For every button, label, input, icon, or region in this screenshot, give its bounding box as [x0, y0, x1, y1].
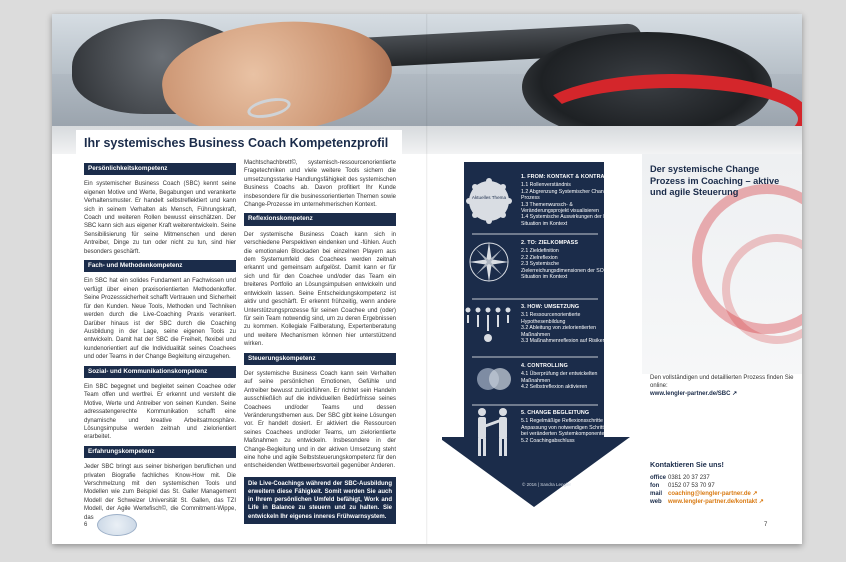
brochure-spread	[52, 14, 802, 544]
overlap-circles-icon	[475, 365, 515, 393]
page-fold	[426, 14, 428, 544]
contact-web-link[interactable]: www.lengler-partner.de/kontakt ↗	[668, 499, 764, 505]
contact-row-web	[650, 498, 800, 506]
section-heading: Fach- und Methodenkompetenz	[84, 260, 236, 272]
section-text: Jeder SBC bringt aus seiner bisherigen beruflichen und privaten Biografie fachliches Know-How mit. Die Verschmelzung mit den systemischen Tools und Modellen wie zum Beispiel das St. Galler Management Modell der Schweizer Universität St. Gallen, das TZI Modell, der Agile Wertefisch©, die Commitment-Wippe, das	[84, 464, 236, 521]
section-heading: Erfahrungskompetenz	[84, 446, 236, 458]
column-left-a	[84, 159, 236, 526]
topic-circle-label: Aktuelles Thema	[471, 195, 507, 200]
highlight-note: Die Live-Coachings während der SBC-Ausbildung erweitern diese Fähigkeit. Somit werden Sie auch in Ihrem persönlichen Umfeld befähigt, Work and Life in Balance zu steuern und zu halten. Sie entwickeln Ihr eigenes inneres Frühwarnsystem.	[244, 477, 396, 524]
process-step-title: 4. CONTROLLING	[521, 363, 568, 369]
process-step-1	[521, 174, 616, 227]
contact-label: mail	[650, 491, 663, 497]
hierarchy-dots-icon	[462, 306, 517, 346]
process-step-title: 1. FROM: KONTAKT & KONTRAKT	[521, 174, 612, 180]
contact-row-office	[650, 474, 800, 482]
compass-icon	[467, 240, 511, 284]
process-step-5	[521, 410, 616, 444]
section-text: Ein SBC hat ein solides Fundament an Fachwissen und verfügt über einen praxisorientierten Methodenkoffer. Seine Prozesssicherheit schafft Vertrauen und Sicherheit für den Kunden. Neue Tools, Methoden und Techniken werden durch die Live-Coaching Praxis verankert. Darüber hinaus ist der SBC durch die Coaching Ausbildung in der Lage, seine eigenen Tools zu entwickeln. Damit hat der SBC die Freiheit, flexibel und kundenorientiert auf die Individualität seines Coachees und oder Teams in der Change Begleitung einzugehen.	[84, 278, 236, 361]
process-step-title: 5. CHANGE BEGLEITUNG	[521, 410, 590, 416]
process-step-items: 2.1 Zieldefinition 2.2 Zielreflexion 2.3 Systemische Zielerreichungsdimensionen der SOLL Situation im Kontext	[521, 248, 610, 281]
page-number-left: 6	[84, 522, 88, 528]
process-step-title: 2. TO: ZIELKOMPASS	[521, 240, 579, 246]
section-heading: Steuerungskompetenz	[244, 353, 396, 365]
process-step-3	[521, 304, 616, 344]
contact-list	[650, 474, 800, 506]
process-step-2	[521, 240, 616, 280]
section-heading: Reflexionskompetenz	[244, 213, 396, 225]
contact-mail-link[interactable]: coaching@lengler-partner.de ↗	[668, 491, 758, 497]
process-step-4	[521, 363, 616, 391]
page-title: Ihr systemisches Business Coach Kompetenzprofil	[84, 136, 389, 150]
contact-label: office	[650, 475, 667, 481]
online-info-link[interactable]: www.lengler-partner.de/SBC ↗	[650, 391, 738, 397]
process-step-items: 4.1 Überprüfung der entwickelten Maßnahmen 4.2 Selbstreflexion aktivieren	[521, 371, 598, 391]
contact-row-mail	[650, 490, 800, 498]
diagram-copyright: © 2016 | Sandra Lengler	[522, 482, 572, 487]
section-text: Der systemische Business Coach kann sein Verhalten auf seine persönlichen Emotionen, Gefühle und Antreiber bewusst zurückführen. Er richtet sein Handeln ausschließlich auf die individuellen Bedürfnisse seines Coachees und/oder Teams und dessen Veränderungsthemen aus. Der SBC gibt keine Lösungen vor. Er handelt dosiert. Er aktiviert die Ressourcen seines Coachees und/oder Teams, um zielorientierte Maßnahmen zu entwickeln. Insbesondere in der Change-Begleitung und in der aktiven Umsetzung steht eine hohe und agile Selbststeuerungskompetenz für den entscheidenden Wettbewerbsvorteil gegenüber Anderen.	[244, 370, 396, 470]
online-info-text: Den vollständigen und detaillierten Prozess finden Sie online:	[650, 375, 794, 389]
section-text: Machtschachbrett©, systemisch-ressourcenorientierte Fragetechniken und viele weitere Tools sichern die umsetzungsstarke Handlungsfähigkeit des systemischen Business Coachs ab. Davon profitiert Ihr Kunde insbesondere für die businessorientierten Themen sowie Change-Prozesse im unternehmerischen Kontext.	[244, 160, 396, 209]
contact-label: fon	[650, 483, 660, 489]
process-step-title: 3. HOW: UMSETZUNG	[521, 304, 580, 310]
process-step-items: 5.1 Regelmäßige Reflexionsschritte zur Anpassung von notwendigen Schritten bei veränderten Systemkomponenten 5.2 Coachingabschluss	[521, 418, 612, 444]
online-info	[650, 374, 795, 398]
contact-row-fon	[650, 482, 800, 490]
handshake-people-icon	[470, 406, 516, 458]
section-heading: Sozial- und Kommunikationskompetenz	[84, 366, 236, 378]
contact-value: 0381 20 37 237	[668, 475, 710, 481]
right-page-title: Der systemische Change Prozess im Coaching – aktive und agile Steuerung	[650, 164, 780, 197]
process-step-items: 3.1 Ressourcenorientierte Hypothesenbildung 3.2 Ableitung von zielorientierten Maßnahmen 3.3 Maßnahmenreflexion auf Risiken	[521, 312, 606, 345]
process-step-items: 1.1 Rollenverständnis 1.2 Abgrenzung Systemischer Change Prozess 1.3 Themenwunsch- & Veränderungsprojekt visualisieren 1.4 Systemische Auswirkungen der IST Situation im Kontext	[521, 182, 612, 227]
topic-circle-icon	[464, 176, 514, 226]
page-number-right: 7	[764, 522, 768, 528]
section-text: Ein systemischer Business Coach (SBC) kennt seine eigenen Motive und Werte, Begabungen und verankerte Verhaltensmuster. Er handelt selbstreflektiert und kann sich in seinem Verhalten als Mensch, Führungskraft, Coach und weiteren Rollen bewusst einschätzen. Der SBC kann sich aus eigener Kraft weiterentwickeln. Seine Sensibilisierung für seine Mitmenschen und deren Antreiber, Dinge zu tun oder nicht zu tun, sind hier besonders geschärft.	[84, 181, 236, 255]
section-heading: Persönlichkeitskompetenz	[84, 163, 236, 175]
section-text: Ein SBC begegnet und begleitet seinen Coachee oder Team offen und wertfrei. Er erkennt und versteht die Motive, Werte und Antreiber von seinen Kunden. Seine adressatengerechte Kommunikation schafft eine dynamische und kreative Arbeitsatmosphäre. Lösungsimpulse werden zeitnah und zielorientiert erarbeitet.	[84, 383, 236, 441]
certification-logo	[97, 514, 137, 536]
contact-heading: Kontaktieren Sie uns!	[650, 460, 724, 469]
contact-value: 0152 07 53 70 97	[668, 483, 715, 489]
contact-label: web	[650, 499, 662, 505]
column-left-b	[244, 159, 396, 524]
page-title-bar	[76, 130, 402, 154]
section-text: Der systemische Business Coach kann sich in verschiedene Perspektiven eindenken und -fühlen. Auch die emotionalen Blockaden bei einzelnen Playern aus dem Systemumfeld des Coachees werden zeitnah erkannt und gemeinsam aufgelöst. Damit kann er für sich und für den Coachee und/oder das Team ein breiteres Portfolio an Lösungsimpulsen entwickeln und entwickeln lassen. Seine Entscheidungskompetenz ist aktiv und geschärft. Er erkennt frühzeitig, wenn andere Unterstützungsprozesse für seinen Coachee und (oder) für sein Team notwendig sind, um zu deren Ergebnissen zu kommen. Kollegiale Fallberatung, Expertenberatung und weitere Mechanismen können hier unterstützend wirken.	[244, 231, 396, 348]
